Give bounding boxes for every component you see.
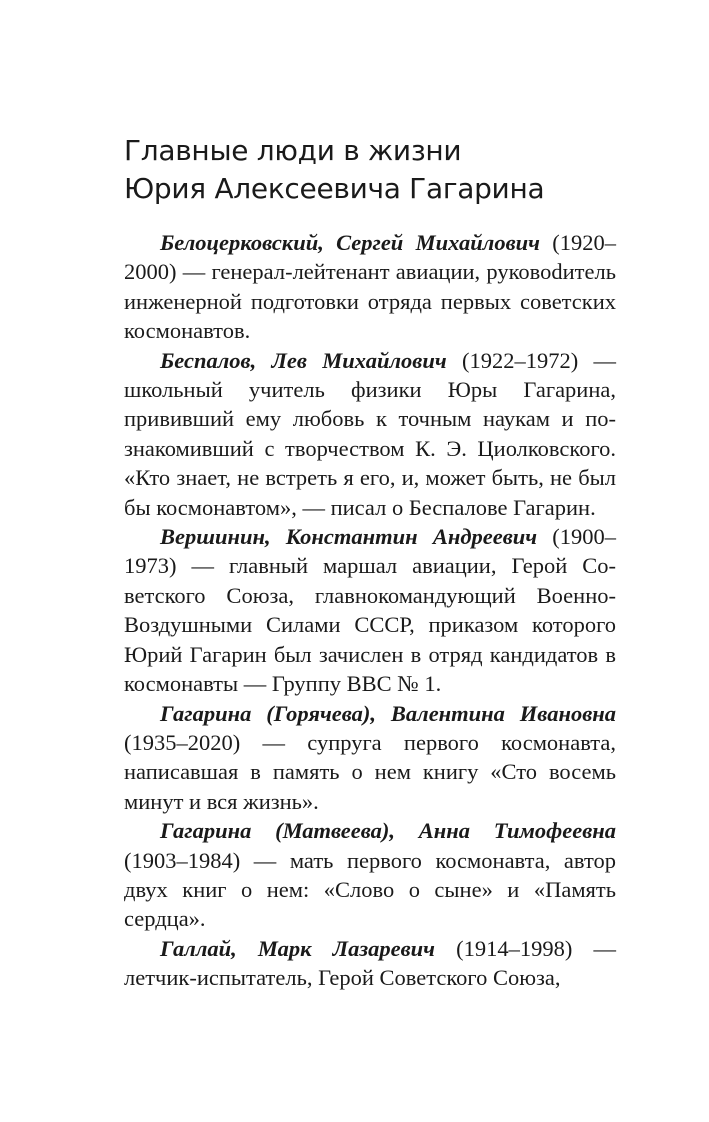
person-description: (1922–1972) — школьный учитель физики Юры Гагарина, прививший ему любовь к точным наукам и познакомивший с творчеством К. Э. Циолковского. «Кто знает, не встреть я его, и, может быть, не был бы космонавтом», — писал о Беспалове Гагарин.	[124, 347, 616, 520]
person-description: (1903–1984) — мать первого космонавта, автор двух книг о нем: «Слово о сыне» и «Память сердца».	[124, 847, 616, 932]
person-description: (1920–2000) — генерал-лейтенант авиации, руковоdитель инженерной подготовки отряда первых советских космонавтов.	[124, 230, 616, 344]
biography-entry-gallai	[124, 934, 616, 993]
biography-entry-gagarina-anna	[124, 816, 616, 934]
chapter-title-line-2: Юрия Алексеевича Гагарина	[124, 172, 545, 205]
biography-entry-gagarina-valentina	[124, 699, 616, 817]
person-description: (1914–1998) — летчик-испытатель, Герой Советского Союза,	[124, 935, 616, 991]
person-name: Галлай, Марк Лазаревич	[160, 935, 435, 961]
chapter-title-line-1: Главные люди в жизни	[124, 134, 462, 167]
person-name: Гагарина (Горячева), Валентина Ивановна	[160, 700, 616, 726]
person-name: Гагарина (Матвеева), Анна Тимофеевна	[160, 818, 616, 844]
book-page	[124, 132, 616, 993]
person-description: (1935–2020) — супруга первого космонавта, написавшая в память о нем книгу «Сто восемь минут и вся жизнь».	[124, 729, 616, 814]
person-name: Белоцерковский, Сергей Михайлович	[160, 230, 540, 255]
person-name: Беспалов, Лев Михайлович	[160, 347, 447, 373]
chapter-title	[124, 132, 616, 208]
person-description: (1900–1973) — главный маршал авиации, Герой Советского Союза, главнокомандующий Военно-Воздушными Силами СССР, приказом которого Юрий Гагарин был зачислен в отряд кандидатов в космонавты — Группу ВВС № 1.	[124, 524, 616, 697]
biography-entry-beloterkovsky	[124, 228, 616, 346]
biography-list	[124, 228, 616, 993]
biography-entry-bespalov	[124, 346, 616, 522]
biography-entry-vershinin	[124, 522, 616, 698]
person-name: Вершинин, Константин Андреевич	[160, 524, 538, 550]
